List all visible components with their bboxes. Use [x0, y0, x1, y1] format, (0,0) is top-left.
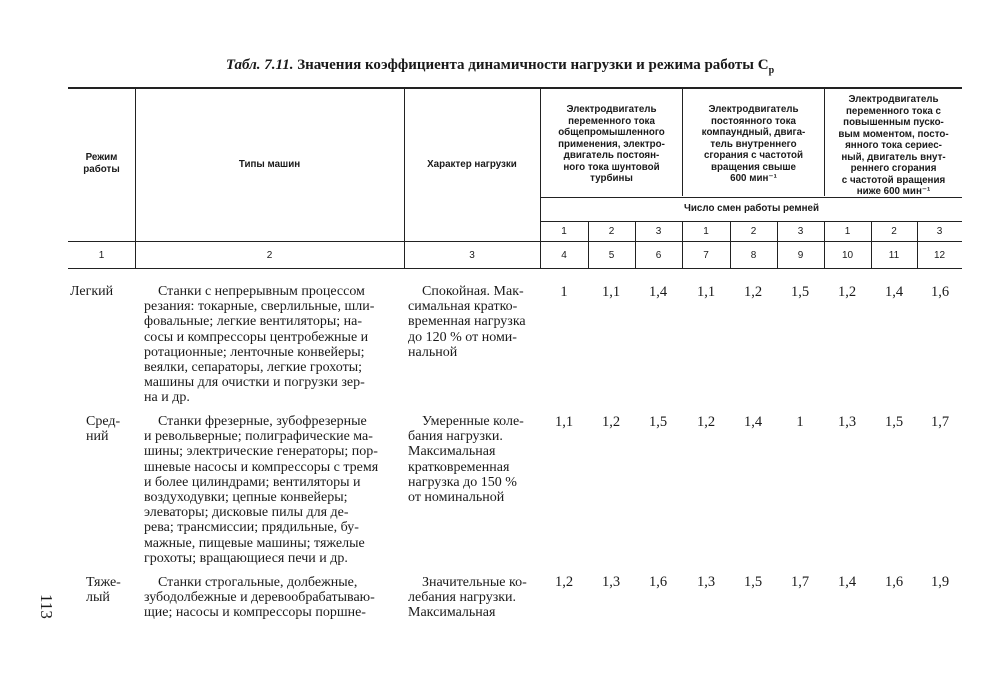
load-line: Умеренные коле- [422, 414, 524, 429]
row-machines [144, 284, 401, 406]
coef-value: 1,4 [743, 414, 763, 430]
header-mode [68, 152, 135, 175]
header-load-character: Характер нагрузки [427, 159, 517, 170]
column-number: 1 [98, 250, 105, 261]
row-mode-line: лый [86, 590, 110, 605]
load-line: Значительные ко- [422, 575, 527, 590]
row-mode [86, 414, 120, 444]
column-number: 10 [841, 250, 854, 261]
column-number: 7 [703, 250, 709, 261]
column-number: 8 [750, 250, 757, 261]
machines-line: воздуходувки; цепные конвейеры; [144, 490, 348, 506]
coef-value: 1,1 [601, 284, 621, 300]
group3-line: янного тока сериес- [845, 140, 942, 151]
coef-value: 1,6 [648, 574, 668, 590]
coef-value: 1,5 [648, 414, 668, 430]
load-line: до 120 % от номи- [408, 329, 517, 345]
load-line: бания нагрузки. [408, 429, 503, 445]
table-title-text: Значения коэффициента динамичности нагрузки и режима работы C [297, 57, 769, 73]
group3-line: ный, двигатель внут- [841, 151, 946, 163]
row-machines [144, 575, 401, 621]
machines-line: зубодолбежные и деревообрабатываю- [144, 590, 375, 606]
coef-value: 1,3 [837, 414, 857, 430]
group3-line: ниже 600 мин⁻¹ [856, 186, 931, 197]
machines-line: грохоты; вращающиеся печи и др. [144, 550, 348, 566]
machines-line: элеваторы; дисковые пилы для де- [144, 505, 349, 521]
table-label: Табл. 7.11. [225, 57, 294, 73]
header-machine-types: Типы машин [238, 159, 301, 170]
coef-value: 1,1 [554, 414, 574, 430]
header-bottom-rule [68, 241, 962, 242]
coef-value: 1 [796, 414, 804, 430]
shift-number: 2 [750, 226, 757, 237]
column-number: 4 [561, 250, 567, 261]
coef-value: 1,4 [648, 284, 668, 300]
load-line: кратковременная [408, 459, 510, 475]
column-numbers-rule [68, 268, 962, 269]
coef-value: 1,2 [554, 574, 574, 590]
shift-number: 3 [936, 226, 943, 237]
group1-line: переменного тока [568, 115, 655, 127]
load-line: Максимальная [408, 605, 496, 621]
coef-value: 1,9 [930, 574, 950, 590]
group2-line: Электродвигатель [708, 104, 799, 115]
coef-value: 1,4 [884, 284, 904, 300]
header-mode-line: работы [83, 163, 120, 175]
shift-number: 1 [703, 226, 709, 237]
group3-line: с частотой вращения [841, 174, 946, 186]
group1-line: Электродвигатель [566, 104, 657, 115]
row-load [408, 575, 540, 621]
row-mode-line: ний [86, 429, 109, 444]
shift-number: 1 [561, 226, 567, 237]
header-group-3 [825, 94, 962, 198]
group2-line: компаундный, двига- [701, 127, 806, 138]
coef-value: 1,4 [837, 574, 857, 590]
coef-value: 1,7 [930, 414, 950, 430]
group3-line: реннего сгорания [850, 163, 937, 174]
row-load [408, 414, 540, 505]
load-line: нальной [408, 344, 458, 360]
page-number: 113 [37, 594, 56, 619]
machines-line: сосы и компрессоры центробежные и [144, 329, 369, 345]
machines-line: на и др. [144, 390, 190, 406]
machines-line: щие; насосы и компрессоры поршне- [144, 605, 366, 621]
load-line: Максимальная [408, 444, 496, 460]
col-divider-1 [135, 89, 136, 268]
coef-value: 1,5 [884, 414, 904, 430]
column-number: 5 [608, 250, 615, 261]
group2-line: вращения свыше [710, 161, 796, 173]
table-top-rule [68, 87, 962, 89]
load-line: нагрузка до 150 % [408, 474, 517, 490]
coef-value: 1,3 [601, 574, 621, 590]
coef-value: 1,6 [930, 284, 950, 300]
header-group-1 [541, 104, 682, 185]
machines-line: шневые насосы и компрессоры с тремя [144, 459, 379, 475]
group2-line: тель внутреннего [710, 138, 797, 150]
column-number: 11 [888, 250, 900, 261]
column-number: 3 [469, 250, 475, 261]
machines-line: шины; электрические генераторы; пор- [144, 444, 378, 460]
coef-value: 1 [560, 284, 568, 300]
group3-line: переменного тока с [845, 105, 942, 117]
shift-number: 1 [844, 226, 851, 237]
group1-line: турбины [590, 173, 633, 184]
shift-number: 3 [797, 226, 804, 237]
machines-line: Станки фрезерные, зубофрезерные [158, 414, 367, 429]
shift-number: 3 [655, 226, 662, 237]
group2-line: сгорания с частотой [703, 150, 804, 161]
row-mode [86, 575, 121, 605]
load-line: Спокойная. Мак- [422, 284, 524, 299]
machines-line: и более цилиндрами; вентиляторы и [144, 474, 361, 490]
row-machines [144, 414, 401, 566]
coef-value: 1,2 [601, 414, 621, 430]
machines-line: ротационные; ленточные конвейеры; [144, 344, 365, 360]
shift-number: 2 [891, 226, 897, 237]
machines-line: машины для очистки и погрузки зер- [144, 375, 365, 391]
machines-line: и револьверные; полиграфические ма- [144, 429, 373, 445]
group1-line: общепромышленного [558, 127, 665, 138]
group3-line: Электродвигатель [848, 94, 939, 105]
machines-line: рева; трансмиссии; прядильные, бу- [144, 520, 359, 536]
coef-value: 1,7 [790, 574, 810, 590]
row-mode-line: Тяже- [86, 575, 121, 590]
load-line: временная нагрузка [408, 314, 526, 330]
group2-line: постоянного тока [711, 115, 796, 127]
machines-line: Станки с непрерывным процессом [158, 284, 365, 299]
coef-value: 1,2 [696, 414, 716, 430]
group3-line: вым моментом, посто- [838, 128, 949, 140]
coef-value: 1,1 [696, 284, 716, 300]
column-number: 9 [797, 250, 804, 261]
header-mode-line: Режим [85, 152, 118, 163]
header-group-2 [683, 104, 824, 185]
column-number: 2 [266, 250, 273, 261]
row-mode-line: Легкий [70, 284, 114, 299]
group2-line: 600 мин⁻¹ [730, 173, 777, 184]
table-title [0, 57, 1000, 76]
group3-line: повышенным пуско- [843, 117, 944, 128]
group1-line: применения, электро- [558, 138, 665, 150]
header-shifts-label: Число смен работы ремней [684, 203, 819, 214]
row-mode-line: Сред- [86, 414, 121, 429]
title-subscript: р [768, 65, 775, 76]
shifts-bottom-rule [540, 221, 962, 222]
machines-line: фовальные; легкие вентиляторы; на- [144, 314, 363, 330]
coef-value: 1,2 [837, 284, 857, 300]
machines-line: веялки, сепараторы, легкие грохоты; [144, 360, 362, 376]
column-number: 6 [655, 250, 662, 261]
coef-value: 1,5 [790, 284, 810, 300]
shift-number: 2 [608, 226, 615, 237]
coef-value: 1,3 [696, 574, 716, 590]
group1-line: ного тока шунтовой [563, 161, 660, 173]
col-divider-2 [404, 89, 405, 268]
row-mode [70, 284, 113, 299]
coef-value: 1,2 [743, 284, 763, 300]
load-line: симальная кратко- [408, 299, 518, 315]
column-number: 12 [933, 250, 946, 261]
machines-line: резания: токарные, сверлильные, шли- [144, 299, 375, 315]
load-line: от номинальной [408, 490, 505, 506]
machines-line: Станки строгальные, долбежные, [158, 575, 358, 590]
load-line: лебания нагрузки. [408, 590, 517, 606]
row-load [408, 284, 540, 360]
coef-value: 1,6 [884, 574, 904, 590]
machines-line: мажные, пищевые машины; тяжелые [144, 535, 365, 551]
group1-line: двигатель постоян- [563, 150, 660, 161]
coef-value: 1,5 [743, 574, 763, 590]
